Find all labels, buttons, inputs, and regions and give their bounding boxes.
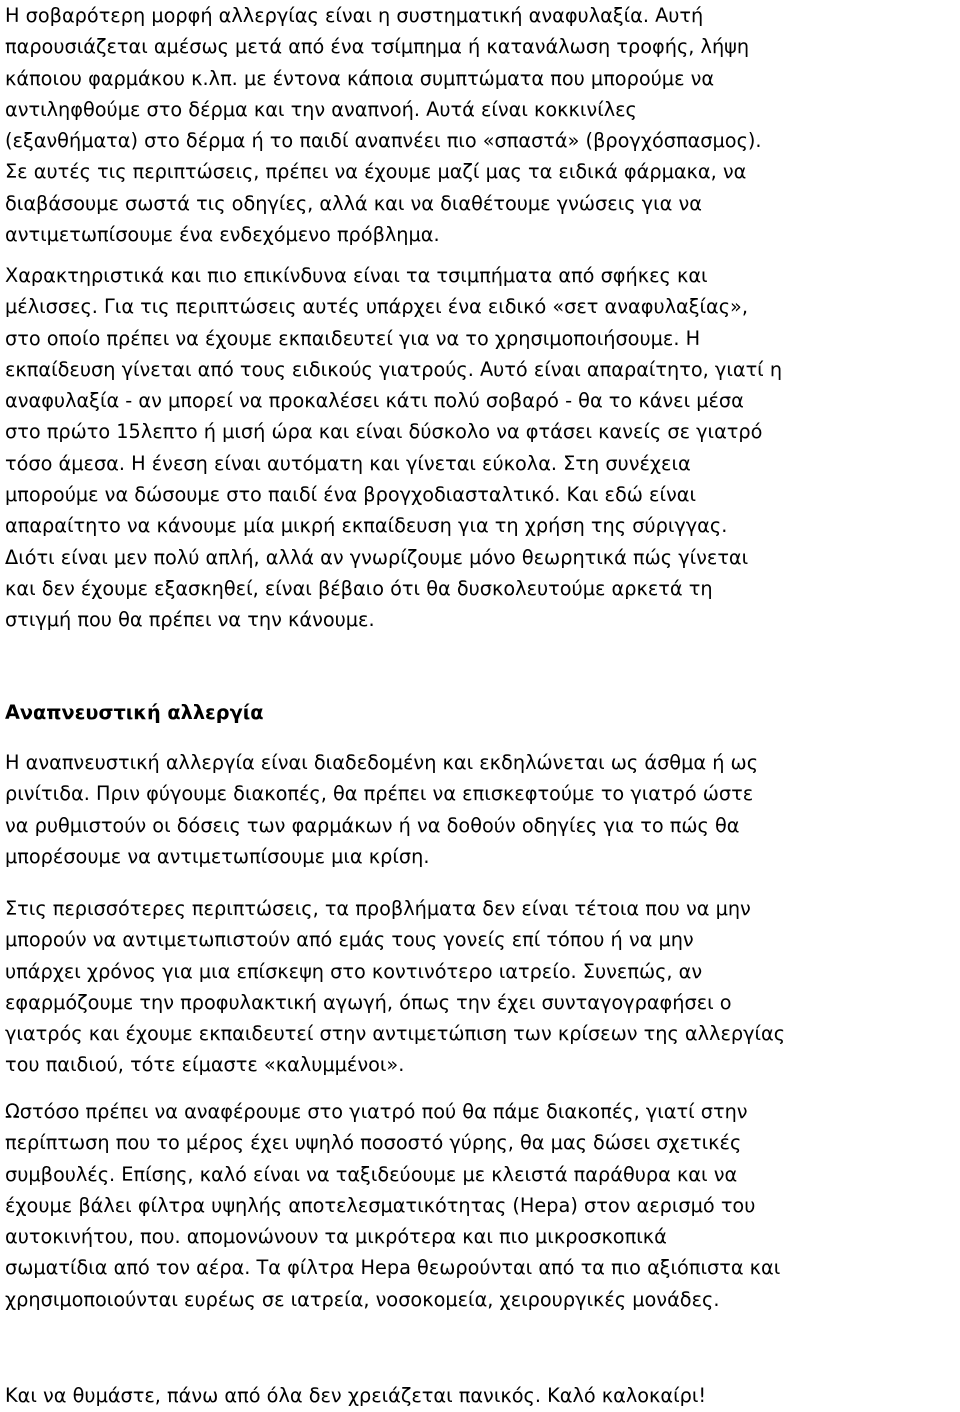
text-line: υπάρχει χρόνος για μια επίσκεψη στο κοντινότερο ιατρείο. Συνεπώς, αν: [5, 959, 703, 983]
text-line: στο οποίο πρέπει να έχουμε εκπαιδευτεί για να το χρησιμοποιήσουμε. Η: [5, 326, 701, 350]
text-line: σωματίδια από τον αέρα. Τα φίλτρα Hepa θεωρούνται από τα πιο αξιόπιστα και: [5, 1256, 781, 1280]
text-line: Στις περισσότερες περιπτώσεις, τα προβλήματα δεν είναι τέτοια που να μην: [5, 897, 751, 920]
text-line: Διότι είναι μεν πολύ απλή, αλλά αν γνωρίζουμε μόνο θεωρητικά πώς γίνεται: [5, 545, 749, 569]
text-line: τόσο άμεσα. Η ένεση είναι αυτόματη και γίνεται εύκολα. Στη συνέχεια: [5, 451, 691, 475]
section-heading: Αναπνευστική αλλεργία: [5, 701, 264, 724]
text-line: μέλισσες. Για τις περιπτώσεις αυτές υπάρχει ένα ειδικό «σετ αναφυλαξίας»,: [5, 295, 748, 319]
text-line: εφαρμόζουμε την προφυλακτική αγωγή, όπως την έχει συνταγογραφήσει ο: [5, 990, 732, 1014]
text-line: έχουμε βάλει φίλτρα υψηλής αποτελεσματικότητας (Hepa) στον αερισμό του: [5, 1193, 756, 1217]
text-line: διαβάσουμε σωστά τις οδηγίες, αλλά και να διαθέτουμε γνώσεις για να: [5, 191, 702, 215]
text-line: συμβουλές. Επίσης, καλό είναι να ταξιδεύουμε με κλειστά παράθυρα και να: [5, 1162, 738, 1186]
text-line: εκπαίδευση γίνεται από τους ειδικούς γιατρούς. Αυτό είναι απαραίτητο, γιατί η: [5, 357, 783, 381]
text-line: μπορούμε να δώσουμε στο παιδί ένα βρογχοδιασταλτικό. Και εδώ είναι: [5, 483, 696, 507]
text-line: περίπτωση που το μέρος έχει υψηλό ποσοστό γύρης, θα μας δώσει σχετικές: [5, 1131, 742, 1155]
text-line: στο πρώτο 15λεπτο ή μισή ώρα και είναι δύσκολο να φτάσει κανείς σε γιατρό: [5, 420, 763, 444]
text-line: κάποιου φαρμάκου κ.λπ. με έντονα κάποια συμπτώματα που μπορούμε να: [5, 66, 715, 90]
text-line: γιατρός και έχουμε εκπαιδευτεί στην αντιμετώπιση των κρίσεων της αλλεργίας: [5, 1022, 786, 1046]
text-line: αναφυλαξία - αν μπορεί να προκαλέσει κάτι πολύ σοβαρό - θα το κάνει μέσα: [5, 389, 744, 413]
text-line: μπορούν να αντιμετωπιστούν από εμάς τους γονείς επί τόπου ή να μην: [5, 928, 694, 952]
text-line: αυτοκινήτου, που. απομονώνουν τα μικρότερα και πιο μικροσκοπικά: [5, 1225, 667, 1249]
text-line: αντιμετωπίσουμε ένα ενδεχόμενο πρόβλημα.: [5, 223, 440, 247]
paragraph-prevention: [5, 893, 955, 1081]
text-line: να ρυθμιστούν οι δόσεις των φαρμάκων ή να δοθούν οδηγίες για το πώς θα: [5, 813, 740, 837]
text-line: Ωστόσο πρέπει να αναφέρουμε στο γιατρό πού θα πάμε διακοπές, γιατί στην: [5, 1100, 748, 1123]
text-line: Σε αυτές τις περιπτώσεις, πρέπει να έχουμε μαζί μας τα ειδικά φάρμακα, να: [5, 160, 747, 184]
text-line: και δεν έχουμε εξασκηθεί, είναι βέβαιο ότι θα δυσκολευτούμε αρκετά τη: [5, 576, 713, 600]
text-line: στιγμή που θα πρέπει να την κάνουμε.: [5, 608, 375, 632]
paragraph-stings: [5, 260, 955, 636]
text-line: χρησιμοποιούνται ευρέως σε ιατρεία, νοσοκομεία, χειρουργικές μονάδες.: [5, 1287, 720, 1311]
text-line: ρινίτιδα. Πριν φύγουμε διακοπές, θα πρέπει να επισκεφτούμε το γιατρό ώστε: [5, 782, 754, 806]
text-line: παρουσιάζεται αμέσως μετά από ένα τσίμπημα ή κατανάλωση τροφής, λήψη: [5, 35, 750, 59]
text-line: απαραίτητο να κάνουμε μία μικρή εκπαίδευση για τη χρήση της σύριγγας.: [5, 514, 728, 538]
text-line: Χαρακτηριστικά και πιο επικίνδυνα είναι τα τσιμπήματα από σφήκες και: [5, 264, 708, 287]
text-line: Και να θυμάστε, πάνω από όλα δεν χρειάζεται πανικός. Καλό καλοκαίρι!: [5, 1384, 707, 1407]
text-line: Η σοβαρότερη μορφή αλλεργίας είναι η συστηματική αναφυλαξία. Αυτή: [5, 4, 704, 27]
paragraph-closing: [5, 1380, 955, 1411]
text-line: (εξανθήματα) στο δέρμα ή το παιδί αναπνέει πιο «σπαστά» (βρογχόσπασμος).: [5, 129, 762, 153]
paragraph-respiratory-intro: [5, 747, 955, 872]
text-line: Η αναπνευστική αλλεργία είναι διαδεδομένη και εκδηλώνεται ως άσθμα ή ως: [5, 751, 759, 774]
text-line: μπορέσουμε να αντιμετωπίσουμε μια κρίση.: [5, 844, 430, 868]
paragraph-travel-advice: [5, 1096, 955, 1315]
text-line: αντιληφθούμε στο δέρμα και την αναπνοή. Αυτά είναι κοκκινίλες: [5, 97, 637, 121]
paragraph-anaphylaxis-intro: [5, 0, 955, 250]
text-line: του παιδιού, τότε είμαστε «καλυμμένοι».: [5, 1053, 405, 1077]
